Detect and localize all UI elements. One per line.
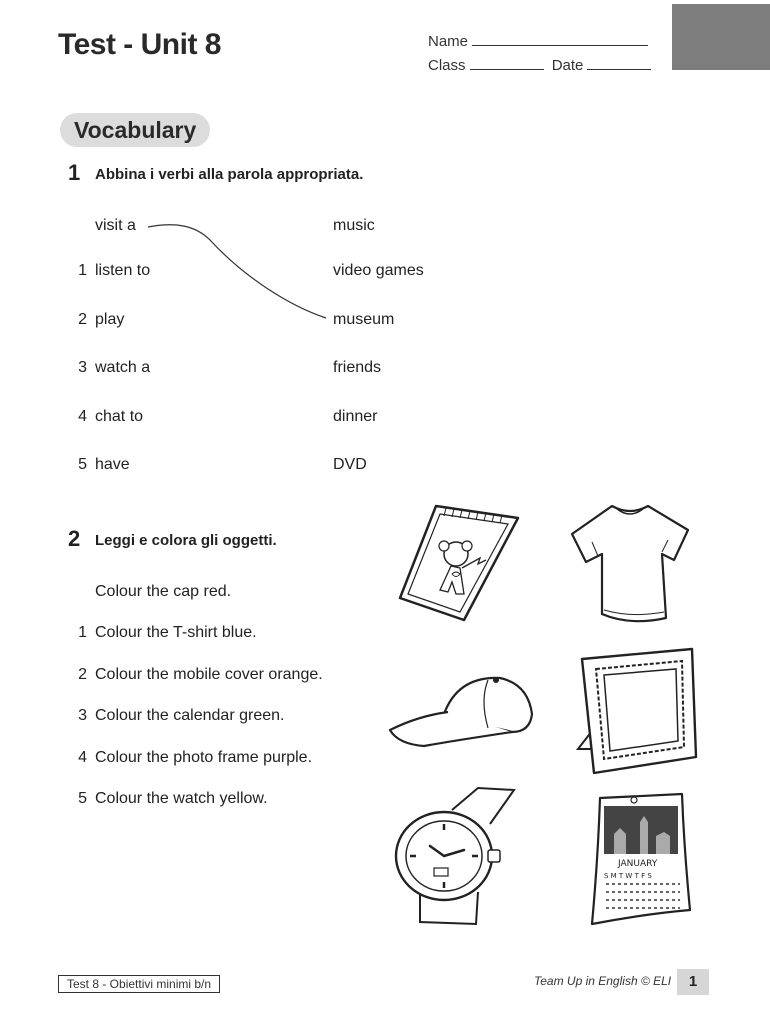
match-right-item: video games: [333, 262, 424, 279]
item-number: 5: [78, 790, 87, 807]
item-text: Colour the calendar green.: [95, 707, 285, 724]
item-text: Colour the watch yellow.: [95, 790, 268, 807]
exercise-1-number: 1: [68, 160, 81, 185]
footer-test-label: Test 8 - Obiettivi minimi b/n: [58, 975, 220, 993]
mobile-cover-icon: [396, 502, 521, 624]
item-number: 4: [78, 408, 87, 425]
item-text: Colour the photo frame purple.: [95, 749, 313, 766]
colour-instruction: [69, 624, 257, 642]
match-right-item: music: [333, 217, 375, 234]
watch-icon: [390, 784, 520, 926]
item-text: chat to: [95, 408, 144, 425]
class-label: Class: [428, 57, 466, 74]
colour-instruction: [69, 666, 323, 684]
colour-instruction: [69, 749, 312, 767]
item-number: 1: [78, 262, 87, 279]
item-text: Colour the cap red.: [95, 583, 232, 600]
photo-frame-icon: [572, 645, 700, 775]
match-right-item: museum: [333, 311, 395, 328]
colour-instruction: [69, 583, 231, 601]
item-text: listen to: [95, 262, 151, 279]
exercise-1-instruction: Abbina i verbi alla parola appropriata.: [95, 166, 364, 183]
item-text: visit a: [95, 217, 136, 234]
item-text: play: [95, 311, 125, 328]
item-number: 3: [78, 707, 87, 724]
calendar-icon: [584, 788, 696, 928]
match-right-item: dinner: [333, 408, 378, 425]
item-number: 3: [78, 359, 87, 376]
page-title: Test - Unit 8: [58, 28, 221, 61]
item-number: 4: [78, 749, 87, 766]
item-text: Colour the T-shirt blue.: [95, 624, 257, 641]
page-number: 1: [677, 969, 709, 995]
item-number: 1: [78, 624, 87, 641]
item-number: 2: [78, 311, 87, 328]
item-number: 2: [78, 666, 87, 683]
colour-instruction: [69, 707, 284, 725]
footer-credit: Team Up in English © ELI: [534, 974, 672, 988]
exercise-2-number: 2: [68, 526, 81, 551]
section-title: Vocabulary: [60, 113, 210, 147]
exercise-2-instruction: Leggi e colora gli oggetti.: [95, 532, 277, 549]
calendar-days: S M T W T F S: [604, 872, 652, 880]
item-text: watch a: [95, 359, 151, 376]
match-right-item: DVD: [333, 456, 367, 473]
name-label: Name: [428, 33, 469, 50]
t-shirt-icon: [568, 500, 696, 625]
colour-instruction: [69, 790, 268, 808]
item-text: have: [95, 456, 130, 473]
item-text: Colour the mobile cover orange.: [95, 666, 323, 683]
date-label: Date: [551, 57, 584, 74]
cap-icon: [388, 670, 536, 750]
match-right-item: friends: [333, 359, 382, 376]
item-number: 5: [78, 456, 87, 473]
calendar-month: JANUARY: [618, 859, 658, 869]
